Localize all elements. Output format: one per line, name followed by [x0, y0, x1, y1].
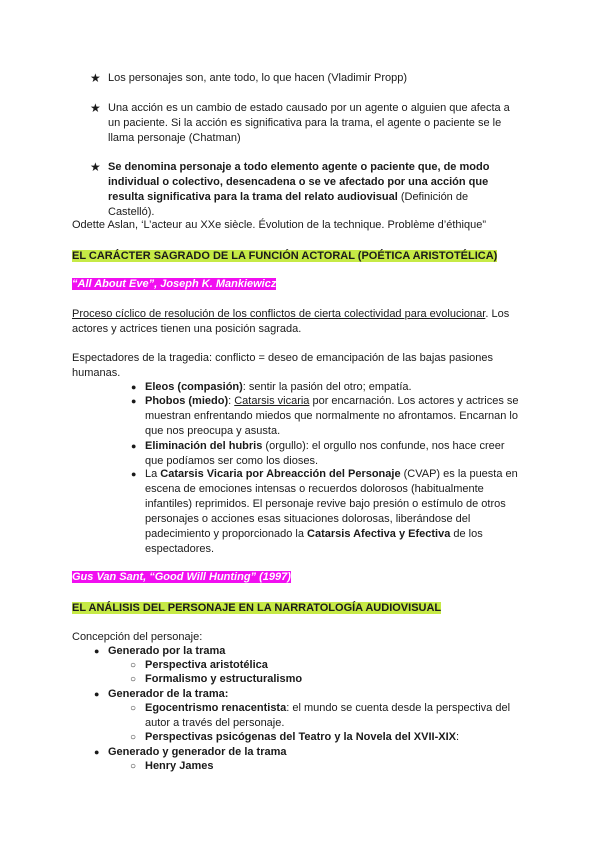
star-bullet-icon: ★ [90, 101, 101, 115]
proceso-underlined: Proceso cíclico de resolución de los conflictos de cierta colectividad para evolucionar [72, 308, 486, 320]
definition-source: (Definición de Castelló). [108, 191, 469, 218]
section-heading-sagrado [72, 249, 528, 264]
outline-subitem-formalismo: ○ Formalismo y estructuralismo [130, 673, 303, 685]
film-reference-good-will-hunting [72, 570, 528, 585]
bullet-circle-icon: ○ [130, 674, 137, 685]
bullet-dot-icon: ● [131, 441, 137, 451]
outline-subitem-psicogenas: ○ Perspectivas psicógenas del Teatro y la Novela del XVII-XIX: [130, 731, 460, 743]
bullet-dot-icon: ● [131, 469, 137, 479]
aslan-reference: Odette Aslan, ‘L’acteur au XXe siècle. Évolution de la technique. Problème d’éthique” [72, 219, 486, 231]
outline-subitem-egocentrismo: ○ Egocentrismo renacentista: el mundo se cuenta desde la perspectiva del autor a través del personaje. [130, 702, 511, 729]
heading-highlight: EL ANÁLISIS DEL PERSONAJE EN LA NARRATOLOGÍA AUDIOVISUAL [72, 602, 442, 614]
quote-text: Los personajes son, ante todo, lo que hacen (Vladimir Propp) [108, 72, 408, 84]
bullet-dot-icon: ● [131, 396, 137, 406]
outline-item-generador: ● Generador de la trama: [94, 688, 229, 700]
bullet-circle-icon: ○ [130, 732, 137, 743]
concepcion-label: Concepción del personaje: [72, 631, 203, 643]
outline-subitem-aristotelica: ○ Perspectiva aristotélica [130, 659, 268, 671]
proceso-rest: . Los actores y actrices tienen una posición sagrada. [72, 308, 510, 335]
proceso-paragraph [72, 307, 528, 337]
bullet-circle-icon: ○ [130, 660, 137, 671]
outline-subitem-henry-james: ○ Henry James [130, 760, 214, 772]
film-highlight: Gus Van Sant, “Good Will Hunting” (1997) [72, 571, 291, 583]
bullet-dot-icon: ● [94, 689, 100, 699]
bullet-dot-icon: ● [94, 747, 100, 757]
film-reference-all-about-eve [72, 277, 528, 292]
section-heading-narratologia [72, 601, 528, 616]
outline-item-generado-generador: ● Generado y generador de la trama [94, 746, 287, 758]
film-highlight: “All About Eve”, Joseph K. Mankiewicz [72, 278, 277, 290]
bullet-hubris: ● Eliminación del hubris (orgullo): el orgullo nos confunde, nos hace creer que podíamos ser como los dioses. [131, 440, 505, 467]
bullet-dot-icon: ● [131, 382, 137, 392]
definition-bold: Se denomina personaje a todo elemento agente o paciente que, de modo individual o colectivo, desencadena o se ve afectado por una acción que resulta significativa para la trama del relato audiovisual [108, 161, 490, 203]
bullet-eleos: ● Eleos (compasión): sentir la pasión del otro; empatía. [131, 381, 412, 393]
outline-item-generado: ● Generado por la trama [94, 645, 226, 657]
bullet-cvap: ● La Catarsis Vicaria por Abreacción del Personaje (CVAP) es la puesta en escena de emociones intensas o recuerdos dolorosos (habitualmente infantiles) reprimidos. El personaje revive bajo presión o estímulo de otros personajes o acciones esas situaciones dolorosas, liberándose del padecimiento y proporcionado la Catarsis Afectiva y Efectiva de los espectadores. [131, 468, 518, 555]
espectadores-paragraph: Espectadores de la tragedia: conflicto = deseo de emancipación de las bajas pasiones humanas. [72, 352, 494, 379]
quote-text: Una acción es un cambio de estado causado por un agente o alguien que afecta a un paciente. Si la acción es significativa para la trama, el agente o paciente se le llama personaje (Chatman) [108, 102, 510, 144]
bullet-circle-icon: ○ [130, 761, 137, 772]
star-bullet-icon: ★ [90, 71, 101, 85]
star-bullet-icon: ★ [90, 160, 101, 174]
bullet-phobos: ● Phobos (miedo): Catarsis vicaria por encarnación. Los actores y actrices se muestran enfrentando miedos que normalmente no afrontamos. Encarnan lo que nos preocupa y asusta. [131, 395, 519, 437]
bullet-circle-icon: ○ [130, 703, 137, 714]
bullet-dot-icon: ● [94, 646, 100, 656]
heading-highlight: EL CARÁCTER SAGRADO DE LA FUNCIÓN ACTORAL (POÉTICA ARISTOTÉLICA) [72, 250, 498, 262]
quote-text [108, 160, 512, 220]
